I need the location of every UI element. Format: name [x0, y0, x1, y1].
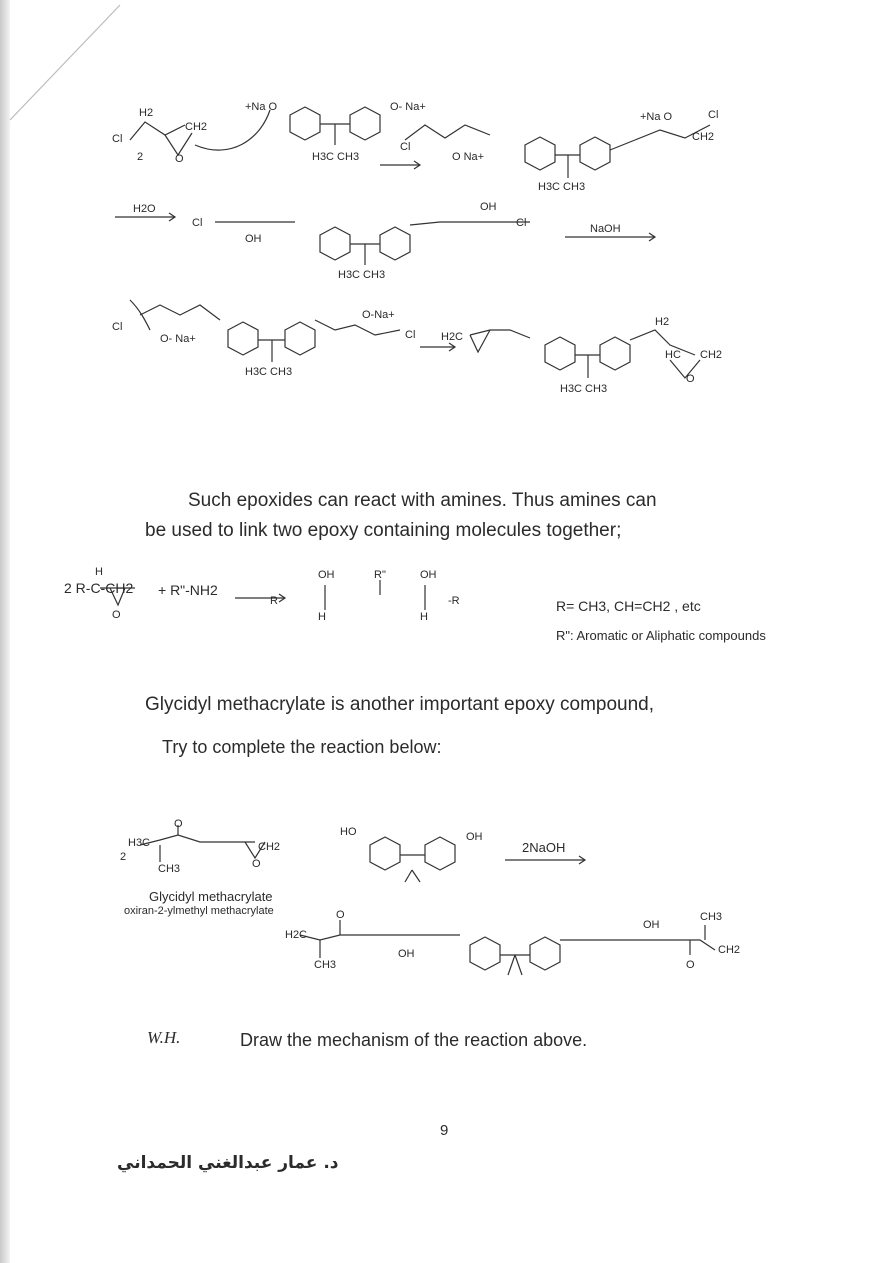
svg-text:O: O — [112, 609, 121, 621]
svg-text:+Na O: +Na O — [640, 111, 673, 123]
svg-text:CH3: CH3 — [700, 911, 723, 923]
svg-text:2: 2 — [120, 851, 127, 863]
svg-text:HC: HC — [665, 349, 681, 361]
page-number: 9 — [440, 1122, 449, 1139]
gma-name: Glycidyl methacrylate — [149, 889, 273, 904]
gma-iupac: oxiran-2-ylmethyl methacrylate — [124, 905, 274, 917]
svg-text:Cl: Cl — [405, 329, 416, 341]
svg-text:CH3: CH3 — [158, 863, 181, 875]
svg-text:H2O: H2O — [133, 203, 156, 215]
paragraph1-line1: Such epoxides can react with amines. Thus amines can — [188, 490, 657, 511]
svg-text:H2: H2 — [655, 316, 670, 328]
svg-text:Cl: Cl — [112, 321, 123, 333]
svg-text:H3C: H3C — [128, 837, 151, 849]
amine-plus: + R"-NH2 — [158, 582, 218, 598]
svg-text:O: O — [686, 959, 695, 971]
homework-text: Draw the mechanism of the reaction above. — [240, 1030, 588, 1050]
svg-text:H: H — [95, 566, 103, 578]
svg-text:H3C CH3: H3C CH3 — [538, 181, 586, 193]
svg-text:CH2: CH2 — [692, 131, 715, 143]
svg-text:OH: OH — [466, 831, 483, 843]
homework-label: W.H. — [147, 1028, 181, 1047]
paragraph3: Try to complete the reaction below: — [162, 737, 442, 757]
amine-reactant: 2 R-C-CH2 — [64, 580, 134, 596]
svg-text:O: O — [336, 909, 345, 921]
svg-text:R": R" — [374, 569, 386, 581]
svg-text:O- Na+: O- Na+ — [160, 333, 196, 345]
r-definition: R= CH3, CH=CH2 , etc — [556, 598, 701, 614]
svg-text:CH3: CH3 — [314, 959, 337, 971]
svg-text:O- Na+: O- Na+ — [390, 101, 426, 113]
author-signature: د. عمار عبدالغني الحمداني — [117, 1153, 339, 1173]
svg-text:H3C CH3: H3C CH3 — [560, 383, 608, 395]
svg-text:HO: HO — [340, 826, 357, 838]
svg-text:O: O — [252, 858, 261, 870]
svg-text:2: 2 — [137, 151, 144, 163]
naoh-reagent: 2NaOH — [522, 840, 566, 855]
svg-text:O: O — [175, 153, 184, 165]
svg-text:Cl: Cl — [192, 217, 203, 229]
svg-text:CH2: CH2 — [258, 841, 281, 853]
svg-text:H2: H2 — [139, 107, 154, 119]
paragraph2: Glycidyl methacrylate is another important epoxy compound, — [145, 694, 655, 715]
r2-definition: R": Aromatic or Aliphatic compounds — [556, 628, 766, 643]
svg-text:-R: -R — [448, 595, 460, 607]
svg-text:H2C: H2C — [285, 929, 308, 941]
svg-text:H3C CH3: H3C CH3 — [245, 366, 293, 378]
svg-text:R: R — [270, 595, 278, 607]
svg-text:OH: OH — [398, 948, 415, 960]
svg-text:Cl: Cl — [112, 133, 123, 145]
svg-text:H: H — [420, 611, 428, 623]
paragraph1-line2: be used to link two epoxy containing molecules together; — [145, 520, 622, 541]
svg-text:OH: OH — [318, 569, 335, 581]
svg-text:Cl: Cl — [516, 217, 527, 229]
svg-text:Cl: Cl — [708, 109, 719, 121]
svg-text:O: O — [174, 818, 183, 830]
svg-text:CH2: CH2 — [718, 944, 741, 956]
svg-text:OH: OH — [643, 919, 660, 931]
svg-text:O-Na+: O-Na+ — [362, 309, 395, 321]
svg-text:H2C: H2C — [441, 331, 464, 343]
svg-text:H3C CH3: H3C CH3 — [312, 151, 360, 163]
svg-text:O Na+: O Na+ — [452, 151, 485, 163]
svg-text:H3C CH3: H3C CH3 — [338, 269, 386, 281]
svg-text:CH2: CH2 — [185, 121, 208, 133]
svg-text:H: H — [318, 611, 326, 623]
svg-text:+Na O: +Na O — [245, 101, 278, 113]
svg-text:OH: OH — [420, 569, 437, 581]
svg-text:OH: OH — [480, 201, 497, 213]
svg-text:OH: OH — [245, 233, 262, 245]
svg-text:CH2: CH2 — [700, 349, 723, 361]
svg-text:NaOH: NaOH — [590, 223, 621, 235]
svg-text:O: O — [686, 373, 695, 385]
svg-text:Cl: Cl — [400, 141, 411, 153]
